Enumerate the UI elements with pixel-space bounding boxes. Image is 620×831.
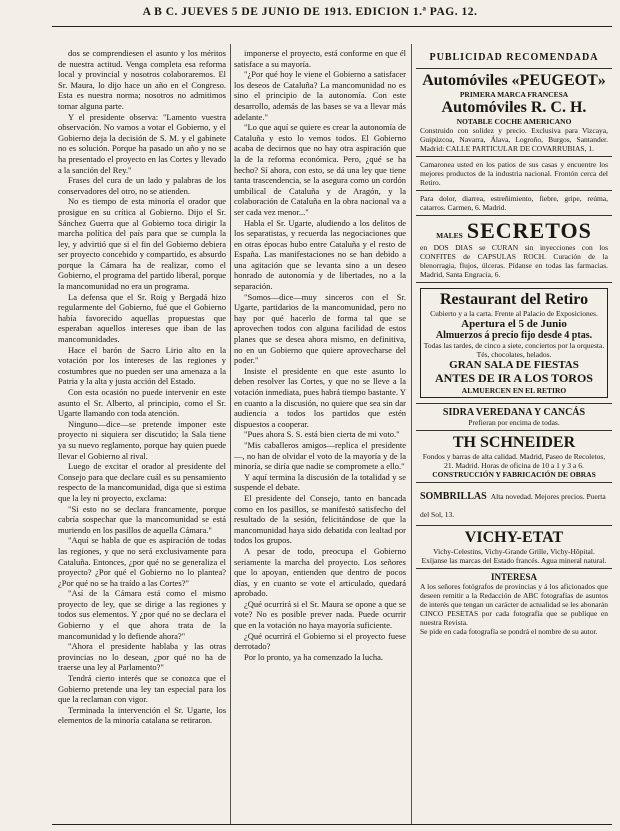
- article-paragraph: Por lo pronto, ya ha comenzado la lucha.: [244, 651, 384, 662]
- article-paragraph: ¿Qué ocurrirá si el Sr. Maura se opone a que se vote? No es posible prever nada. Puede ocurrir que en la votación no haya mayoría suficiente.: [234, 598, 406, 631]
- article-paragraph: "¿Por qué hoy le viene el Gobierno a satisfacer los deseos de Cataluña? La mancomunidad no es sino el principio de la autonomía. Con este desarrollo, además de las bases se va a llevar más adelante.": [234, 69, 406, 122]
- interesa-title: INTERESA: [490, 572, 537, 582]
- ads-heading: [416, 44, 612, 69]
- article-paragraph: La defensa que el Sr. Roig y Bergadá hizo regularmente del Gobierno, fué que el Gobierno había favorecido aquellas propuestas que esperaban aquellos intereses que iban de las mancomunidades.: [58, 291, 226, 345]
- rch-subtitle: NOTABLE COCHE AMERICANO: [456, 117, 572, 126]
- retiro-gran: GRAN SALA DE FIESTAS: [449, 359, 579, 371]
- vichy-title: VICHY-ETAT: [464, 529, 564, 546]
- carmen-ad: Para dolor, diarrea, estreñimiento, fiebre, gripe, reúma, catarros. Carmen, 6. Madrid.: [416, 191, 612, 216]
- article-paragraph: ¿Qué ocurrirá el Gobierno si el proyecto fuese derrotado?: [234, 630, 406, 652]
- secretos-title: SECRETOS: [466, 218, 592, 243]
- camaron-ad: Camaronea usted en los patios de sus casas y encuentre los mejores productos de la industria nacional. Frontón cerca del Retiro.: [416, 157, 612, 191]
- article-paragraph: "Si esto no se declara francamente, porque cabría sospechar que la mancomunidad se está muriendo en los pasillos de aquella Cámara.": [58, 503, 226, 535]
- article-paragraph: Insiste el presidente en que este asunto lo deben resolver las Cortes, y que no se lleve a la votación inmediata, pues habrá tiempo bastante. Y en cuanto a la discusión, no quiere que sea sin dar audiencia a todos los partidos que estén dispuestos a cooperar.: [234, 365, 406, 429]
- footer-rule: [52, 824, 612, 825]
- vereda-ad: [416, 404, 612, 431]
- vereda-title: SIDRA VEREDANA Y CANCÁS: [442, 407, 586, 418]
- article-paragraph: El presidente del Consejo, tanto en bancada como en los pasillos, se manifestó satisfecho del resultado de la sesión, felicitándose de que la mancomunidad haya sido debatida con lealtad por todos los grupos.: [234, 492, 406, 546]
- retiro-toros: ANTES DE IR A LOS TOROS: [435, 371, 593, 385]
- peugeot-subtitle: PRIMERA MARCA FRANCESA: [459, 90, 569, 99]
- page-header: A B C. JUEVES 5 DE JUNIO DE 1913. EDICION 1.ª PAG. 12.: [142, 6, 478, 18]
- vichy-body: Vichy-Celestins, Vichy-Grande Grille, Vichy-Hôpital. Exíjanse las marcas del Estado francés. Agua mineral natural.: [421, 547, 607, 565]
- interesa-body: A los señores fotógrafos de provincias y á los aficionados que deseen remitir a la Redacción de ABC fotografías de asuntos de interés que tengan un carácter de actualidad se les abonarán CINCO PESETAS por cada fotografía que se publique en nuestra Revista.: [420, 582, 608, 627]
- article-paragraph: "Somos—dice—muy sinceros con el Sr. Ugarte, partidarios de la mancomunidad, pero no hay por qué hacerlo de forma tal que se aprovechen todos con alguna facilidad de estos planes que se desea ahora mismo, en definitiva, no en un Gobierno que quiere aprovecharse del poder.": [234, 291, 406, 366]
- ads-heading-text: PUBLICIDAD RECOMENDADA: [429, 52, 599, 63]
- retiro-line3: Almuerzos á precio fijo desde 4 ptas.: [435, 330, 593, 341]
- rch-title: Automóviles R. C. H.: [441, 99, 587, 116]
- sombrillas-body: Alta novedad. Mejores precios. Puerta del Sol, 13.: [420, 492, 606, 519]
- retiro-title: Restaurant del Retiro: [439, 291, 589, 308]
- secretos-ad: [416, 216, 612, 283]
- article-paragraph: "Así de la Cámara está como el mismo proyecto de ley, que se dirige a las regiones y todos sus elementos. Y ¿por qué no se declara el Gobierno y el que ahora trata de la mancomunidad y lo defiende ahora?": [58, 588, 226, 641]
- vichy-ad: [416, 526, 612, 569]
- article-paragraph: Luego de excitar el orador al presidente del Consejo para que declare cuál es su pensamiento respecto de la mancomunidad, diga que si estima que la ley ni proyecto, exclama:: [58, 461, 226, 503]
- column-divider: [230, 44, 231, 824]
- article-paragraph: Habla el Sr. Ugarte, aludiendo a los delitos de los separatistas, y recuerda las negociaciones que en otras épocas hubo entre Cataluña y el resto de España. Las manifestaciones no se han debido a una agitación que se levanta sino a un deseo honrado de autonomía y de libertades, no a la separación.: [234, 217, 406, 292]
- article-paragraph: No es tiempo de esta minoría el orador que prosigue en su crítica al Gobierno. Dijo el Sr. Sánchez Guerra que al Gobierno toca dirigir la marcha política del país para que se cumpla la ley, y advirtió que si el fin del Gobierno debiera ser proyecto concebido y compartido, es absurdo porque la Cámara ha de realizar, como el Gobierno, el programa del partido liberal, porque la mancomunidad no era un programa.: [58, 196, 226, 292]
- vereda-body: Prefieran por encima de todas.: [468, 418, 560, 427]
- article-paragraph: Ninguno—dice—se pretende imponer este proyecto ni siquiera ser discutido; la Sala tiene ya su nuevo reglamento, porque hay quien puede llevar el Gobierno al rival.: [58, 418, 226, 461]
- article-paragraph: Hace el barón de Sacro Lirio alto en la votación por los intereses de las regiones y costumbres que no pueden ser una amenaza a la Patria y la alta y justa acción del Estado.: [58, 344, 226, 387]
- secretos-pre: MALES: [436, 231, 463, 240]
- retiro-box: [420, 288, 608, 398]
- retiro-toros2: ALMUERCEN EN EL RETIRO: [461, 386, 567, 395]
- article-paragraph: Y el presidente observa: "Lamento vuestra observación. No vamos a votar el Gobierno, y el Gobierno deja la decisión de S. M. y el gabinete no es solución. Porque ha pasado un año y no se ha presentado el proyecto en las Cortes y llevado a la sanción del Rey.": [58, 111, 226, 175]
- schneider-body: Fondos y barras de alta calidad. Madrid, Paseo de Recoletos, 21. Madrid. Horas de oficina de 10 a 1 y 3 a 6.: [422, 452, 606, 470]
- peugeot-ad: [416, 69, 612, 157]
- retiro-line1: Cubierto y a la carta. Frente al Palacio de Exposiciones.: [430, 309, 598, 318]
- peugeot-title: Automóviles «PEUGEOT»: [422, 72, 606, 89]
- article-column-2: [234, 48, 406, 818]
- interesa-ad: [416, 569, 612, 639]
- retiro-line4: Todas las tardes, de cinco a siete, conciertos por la orquesta. Tés, chocolates, helados.: [423, 341, 605, 359]
- article-paragraph: Y aquí termina la discusión de la totalidad y se suspende el debate.: [234, 471, 406, 493]
- secretos-body: en DOS DIAS se CURAN sin inyecciones con los CONFITES de CAPSULAS ROCH. Curación de la blenorragia, flujos, úlceras. Pídanse en todas las farmacias. Madrid, Santa Engracia, 6.: [420, 243, 608, 279]
- article-paragraph: "Pues ahora S. S. está bien cierta de mi voto.": [244, 429, 400, 440]
- retiro-ad: [416, 283, 612, 404]
- article-paragraph: Con esta ocasión no puede intervenir en este asunto el Sr. Alberto, al principio, como el Sr. Ugarte llamando con toda atención.: [58, 387, 226, 419]
- header-rule: [52, 26, 612, 27]
- article-paragraph: Terminada la intervención el Sr. Ugarte, los elementos de la minoría catalana se retiraron.: [58, 704, 226, 726]
- sombrillas-ad: [416, 483, 612, 526]
- advertising-column: [416, 44, 612, 824]
- article-paragraph: A pesar de todo, preocupa el Gobierno seriamente la marcha del proyecto. Los señores que lo apoyan, entienden que dentro de pocos días, y en cuanto se vote el articulado, quedará aprobado.: [234, 545, 406, 599]
- peugeot-body: Construido con solidez y precio. Exclusiva para Vizcaya, Guipúzcoa, Navarra, Álava, Logroño, Burgos, Santander. Madrid: CALLE PARTICULAR DE COVARRUBIAS, 1.: [420, 126, 608, 153]
- schneider-footer: CONSTRUCCIÓN Y FABRICACIÓN DE OBRAS: [432, 470, 596, 479]
- article-paragraph: Tendrá cierto interés que se conozca que el Gobierno pretende una ley tan especial para los que la reclaman con vigor.: [58, 673, 226, 705]
- article-paragraph: "Lo que aquí se quiere es crear la autonomía de Cataluña y esto lo vemos todos. El Gobierno acaba de decirnos que no hay otra aspiración que la de la reforma económica. Pero, ¿qué se ha hecho? Sí ahora, con esto, se dá una ley que tiene tanta trascendencia, se la asegura como un cordón umbilical de Cataluña y de Aragón, y la colaboración de Cataluña en la obra nacional va a ser cada vez menor...": [234, 122, 406, 217]
- article-paragraph: "Aquí se habla de que es aspiración de todas las regiones, y que no será exclusivamente para Cataluña. Entonces, ¿por qué no se generaliza el proyecto? ¿Por qué el Gobierno no lo plantea? ¿Por qué no se ha traído a las Cortes?": [58, 535, 226, 588]
- schneider-title: TH SCHNEIDER: [452, 434, 576, 451]
- schneider-ad: [416, 431, 612, 483]
- article-paragraph: Frases del cura de un lado y palabras de los conservadores del otro, no se atienden.: [58, 175, 226, 196]
- column-divider: [411, 44, 412, 824]
- article-paragraph: imponerse el proyecto, está conforme en que él satisface a su mayoría.: [234, 48, 406, 69]
- retiro-line2: Apertura el 5 de Junio: [461, 318, 567, 330]
- interesa-footer: Se pide en cada fotografía se pondrá el nombre de su autor.: [420, 627, 598, 636]
- article-paragraph: dos se comprendiesen el asunto y los méritos de nuestra actitud. Venga completa esa reforma local y provincial y nosotros colaboraremos. El Sr. Maura, lo dijo hace un año en el Congreso. Esta es nuestra norma; nosotros no admitimos tomar alguna parte.: [58, 48, 226, 111]
- sombrillas-title: SOMBRILLAS: [420, 491, 487, 502]
- article-paragraph: "Ahora el presidente hablaba y las otras provincias no lo desean, ¿por qué no ha de traerse una ley al Parlamento?": [58, 641, 226, 673]
- article-column-1: [58, 48, 226, 818]
- article-paragraph: "Mis caballeros amigos—replica el presidente—, no han de olvidar el voto de la mayoría y de la minoría, se diría que nadie se compromete a ello.": [234, 439, 406, 472]
